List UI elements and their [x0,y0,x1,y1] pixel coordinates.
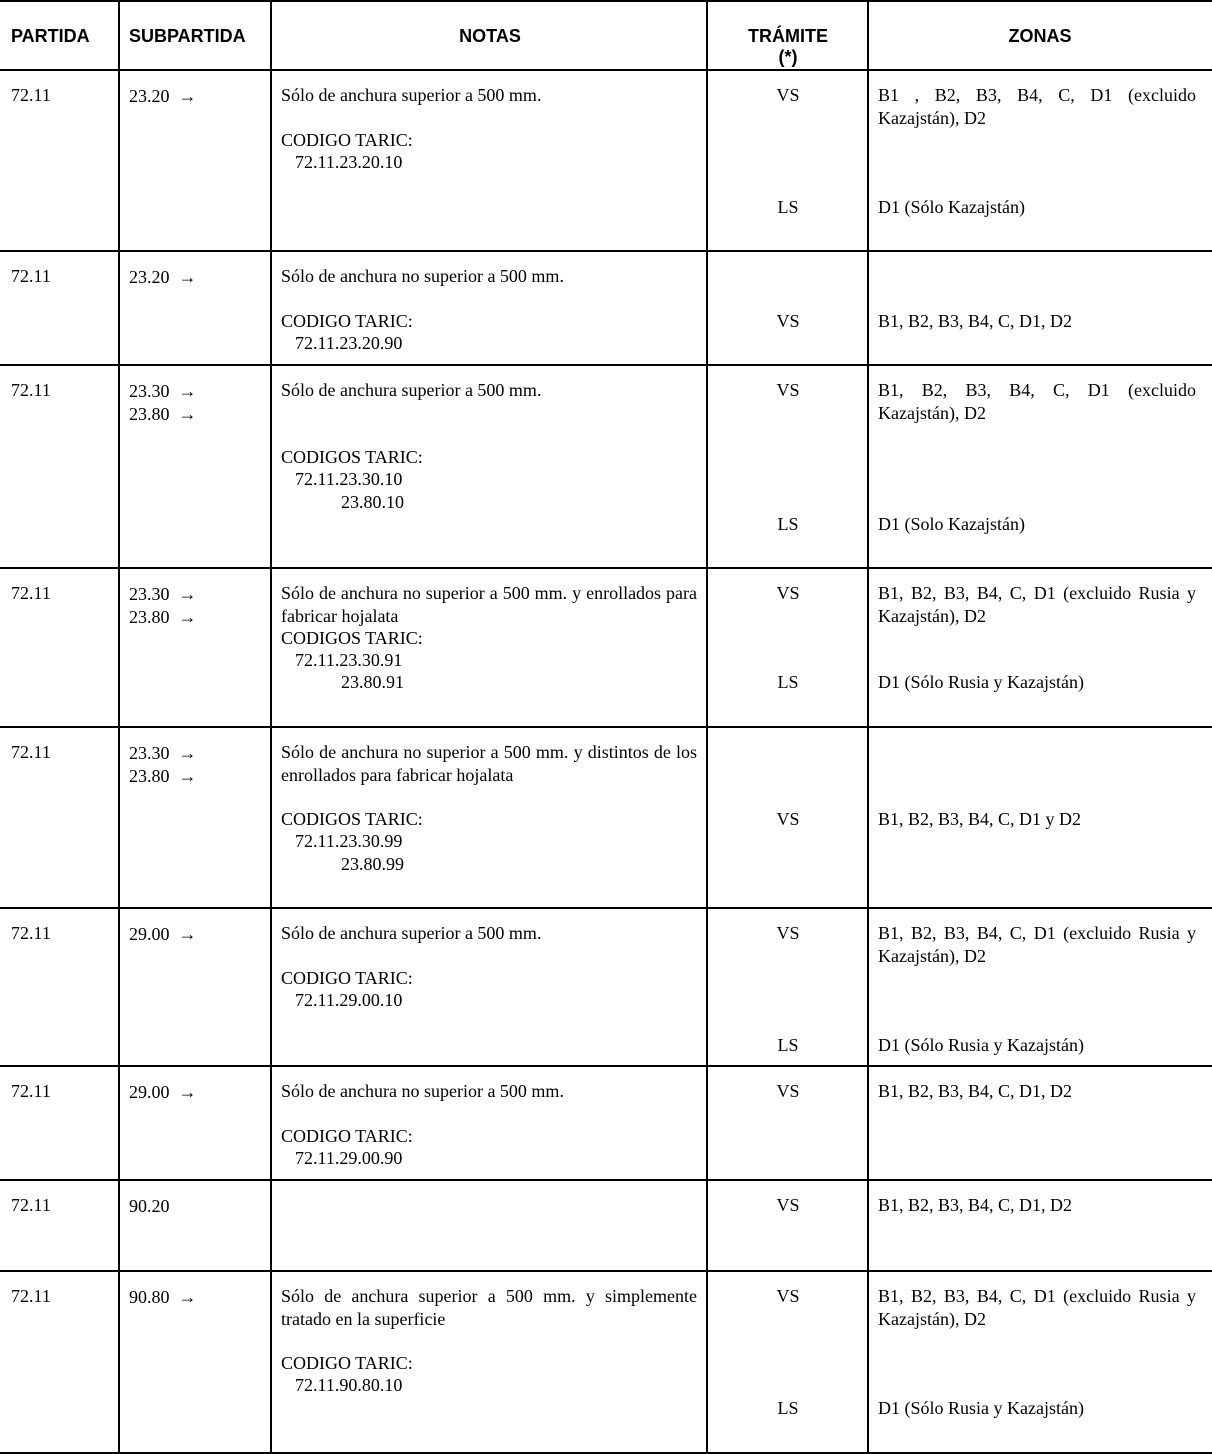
subpartida-code: 23.30 → [129,381,197,401]
partida-cell: 72.11 [11,742,51,762]
tramite-value: VS [776,1286,800,1306]
header-subpartida: SUBPARTIDA [129,26,246,46]
taric-code: 72.11.23.30.99 [295,831,403,851]
taric-label: CODIGO TARIC: [281,1353,413,1373]
taric-code: 72.11.29.00.90 [295,1148,403,1168]
partida-cell: 72.11 [11,380,51,400]
subpartida-code: 23.80 → [129,766,197,786]
row-divider [0,1065,1212,1067]
zona-text: D1 (Sólo Rusia y Kazajstán) [878,1398,1084,1418]
nota-text: Sólo de anchura no superior a 500 mm. [281,1081,564,1101]
tramite-value: VS [776,1195,800,1215]
column-divider [270,0,272,1454]
tramite-value: LS [777,514,799,534]
row-divider [0,0,1212,2]
row-divider [0,69,1212,71]
zona-text: D1 (Sólo Rusia y Kazajstán) [878,672,1084,692]
partida-cell: 72.11 [11,1195,51,1215]
column-divider [706,0,708,1454]
tramite-value: LS [777,197,799,217]
zona-text: B1, B2, B3, B4, C, D1, D2 [878,1081,1073,1101]
column-divider [867,0,869,1454]
zona-text: B1, B2, B3, B4, C, D1 (excluido Rusia y Kazajstán), D2 [878,923,1196,966]
partida-cell: 72.11 [11,583,51,603]
taric-code: 72.11.23.30.10 [295,469,403,489]
taric-code: 23.80.99 [341,854,404,874]
zona-text: B1 , B2, B3, B4, C, D1 (excluido Kazajstán), D2 [878,85,1196,128]
subpartida-code: 90.80 → [129,1287,197,1307]
taric-label: CODIGO TARIC: [281,311,413,331]
taric-code: 72.11.23.30.91 [295,650,403,670]
tramite-value: VS [776,923,800,943]
nota-text: Sólo de anchura no superior a 500 mm. y distintos de los enrollados para fabricar hojalata [281,742,697,785]
taric-code: 23.80.10 [341,492,404,512]
taric-label: CODIGO TARIC: [281,968,413,988]
subpartida-code: 23.20 → [129,86,197,106]
row-divider [0,250,1212,252]
header-tramite-label: TRÁMITE [748,26,828,46]
nota-text: Sólo de anchura superior a 500 mm. y simplemente tratado en la superficie [281,1286,697,1329]
taric-label: CODIGOS TARIC: [281,628,423,648]
taric-label: CODIGO TARIC: [281,1126,413,1146]
tramite-value: LS [777,1398,799,1418]
subpartida-code: 23.80 → [129,404,197,424]
header-zonas: ZONAS [1008,26,1072,46]
row-divider [0,567,1212,569]
tramite-value: VS [776,583,800,603]
nota-text: Sólo de anchura superior a 500 mm. [281,923,542,943]
partida-cell: 72.11 [11,923,51,943]
header-partida: PARTIDA [11,26,90,46]
zona-text: D1 (Sólo Rusia y Kazajstán) [878,1035,1084,1055]
tramite-value: LS [777,672,799,692]
row-divider [0,1270,1212,1272]
partida-cell: 72.11 [11,266,51,286]
nota-text: Sólo de anchura no superior a 500 mm. y enrollados para fabricar hojalata [281,583,697,626]
zona-text: D1 (Solo Kazajstán) [878,514,1025,534]
header-tramite-note: (*) [778,47,798,67]
row-divider [0,1179,1212,1181]
subpartida-code: 29.00 → [129,1082,197,1102]
nota-text: Sólo de anchura no superior a 500 mm. [281,266,564,286]
zona-text: B1, B2, B3, B4, C, D1, D2 [878,1195,1073,1215]
zona-text: B1, B2, B3, B4, C, D1, D2 [878,311,1073,331]
header-notas: NOTAS [459,26,521,46]
partida-cell: 72.11 [11,1286,51,1306]
taric-code: 72.11.29.00.10 [295,990,403,1010]
header-tramite [708,26,868,68]
subpartida-code: 23.20 → [129,267,197,287]
partida-cell: 72.11 [11,85,51,105]
tramite-value: VS [776,85,800,105]
column-divider [118,0,120,1454]
row-divider [0,907,1212,909]
taric-code: 23.80.91 [341,672,404,692]
taric-code: 72.11.23.20.10 [295,152,403,172]
subpartida-code: 23.30 → [129,743,197,763]
zona-text: B1, B2, B3, B4, C, D1 y D2 [878,809,1082,829]
tramite-value: VS [776,311,800,331]
zona-text: D1 (Sólo Kazajstán) [878,197,1025,217]
zona-text: B1, B2, B3, B4, C, D1 (excluido Kazajstán), D2 [878,380,1196,423]
taric-code: 72.11.90.80.10 [295,1375,403,1395]
nota-text: Sólo de anchura superior a 500 mm. [281,380,542,400]
tramite-value: VS [776,1081,800,1101]
tramite-value: VS [776,380,800,400]
taric-label: CODIGO TARIC: [281,130,413,150]
subpartida-code: 23.80 → [129,607,197,627]
nota-text: Sólo de anchura superior a 500 mm. [281,85,542,105]
subpartida-code: 29.00 → [129,924,197,944]
row-divider [0,364,1212,366]
taric-label: CODIGOS TARIC: [281,809,423,829]
tramite-value: VS [776,809,800,829]
subpartida-code: 23.30 → [129,584,197,604]
zona-text: B1, B2, B3, B4, C, D1 (excluido Rusia y Kazajstán), D2 [878,583,1196,626]
zona-text: B1, B2, B3, B4, C, D1 (excluido Rusia y Kazajstán), D2 [878,1286,1196,1329]
partida-cell: 72.11 [11,1081,51,1101]
row-divider [0,726,1212,728]
tramite-value: LS [777,1035,799,1055]
taric-label: CODIGOS TARIC: [281,447,423,467]
taric-code: 72.11.23.20.90 [295,333,403,353]
subpartida-code: 90.20 [129,1196,170,1216]
